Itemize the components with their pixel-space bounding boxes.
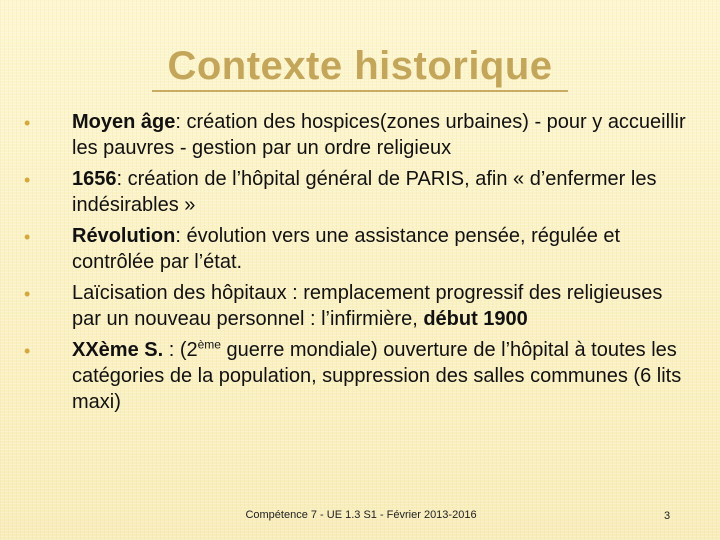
bullet-text: création des hospices(zones urbaines) - pour y accueillir les pauvres - gestion par un ordre religieux bbox=[72, 111, 686, 159]
title-underline bbox=[152, 90, 568, 92]
bullet-item-laicisation bbox=[24, 280, 694, 332]
bullet-item-revolution bbox=[24, 223, 694, 275]
bullet-separator: : bbox=[116, 168, 128, 190]
bullet-text: guerre mondiale) ouverture de l’hôpital à toutes les catégories de la population, suppression des salles communes (6 lits maxi) bbox=[72, 339, 682, 413]
bullet-text: évolution vers une assistance pensée, régulée et contrôlée par l’état. bbox=[72, 225, 621, 273]
bullet-item-moyen-age bbox=[24, 109, 694, 161]
footer-text: Compétence 7 - UE 1.3 S1 - Février 2013-2016 bbox=[245, 509, 477, 521]
bullet-item-1656 bbox=[24, 166, 694, 218]
bullet-term: 1656 bbox=[72, 168, 117, 190]
bullet-text: création de l’hôpital général de PARIS, afin « d’enfermer les indésirables » bbox=[72, 168, 657, 216]
bullet-term: début 1900 bbox=[423, 308, 528, 330]
bullet-term: Moyen âge bbox=[72, 111, 176, 133]
bullet-list bbox=[24, 109, 694, 420]
bullet-icon: • bbox=[24, 227, 31, 247]
bullet-text: Laïcisation des hôpitaux : remplacement progressif des religieuses par un nouveau personnel : l’infirmière, bbox=[72, 282, 663, 330]
bullet-term: Révolution bbox=[72, 225, 176, 247]
bullet-item-xxeme-siecle bbox=[24, 337, 694, 415]
bullet-icon: • bbox=[24, 284, 31, 304]
bullet-separator: : bbox=[175, 225, 187, 247]
bullet-icon: • bbox=[24, 113, 31, 133]
slide-title: Contexte historique bbox=[167, 44, 553, 88]
bullet-text-before: : (2 bbox=[163, 339, 198, 361]
bullet-icon: • bbox=[24, 341, 31, 361]
bullet-icon: • bbox=[24, 170, 31, 190]
page-number: 3 bbox=[664, 510, 671, 522]
bullet-term: XXème S. bbox=[72, 339, 164, 361]
bullet-separator: : bbox=[175, 111, 187, 133]
ordinal-superscript: ème bbox=[197, 337, 221, 352]
